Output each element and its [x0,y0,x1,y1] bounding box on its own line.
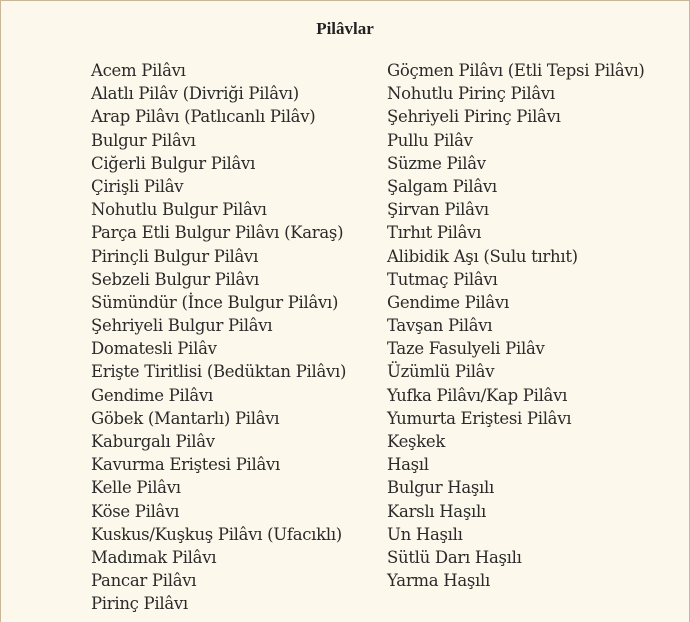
pilav-list-item: Şalgam Pilâvı [387,176,497,196]
pilav-list-item: Acem Pilâvı [91,61,186,80]
pilav-list-item: Pirinç Pilâvı [91,594,188,614]
pilav-list-item: Pullu Pilâv [387,130,473,150]
pilav-list-item: Pancar Pilâvı [91,571,197,591]
pilav-list-item: Erişte Tiritlisi (Bedüktan Pilâvı) [91,362,347,382]
pilav-list-item: Şehriyeli Pirinç Pilâvı [387,107,561,127]
pilav-list-item: Kelle Pilâvı [91,478,181,498]
pilav-list-item: Tırhıt Pilâvı [387,223,482,243]
pilav-list-item: Kavurma Eriştesi Pilâvı [91,455,280,475]
pilav-list-item: Alibidik Aşı (Sulu tırhıt) [387,246,578,266]
pilav-list-item: Gendime Pilâvı [387,292,509,312]
pilav-list-item: Şirvan Pilâvı [387,200,489,220]
pilav-list-item: Gendime Pilâvı [91,385,213,405]
pilav-list-item: Şehriyeli Bulgur Pilâvı [91,316,273,336]
page-title: Pilâvlar [316,19,374,38]
pilav-list-item: Sümündür (İnce Bulgur Pilâvı) [91,292,339,312]
pilav-list-item: Sebzeli Bulgur Pilâvı [91,269,260,289]
pilav-list-item: Alatlı Pilâv (Divriği Pilâvı) [91,84,299,104]
pilav-list-item: Un Haşılı [387,524,463,544]
pilav-list-item: Taze Fasulyeli Pilâv [387,339,545,359]
pilav-list-item: Keşkek [387,432,446,451]
pilav-list-item: Göçmen Pilâvı (Etli Tepsi Pilâvı) [387,61,645,80]
pilav-list-item: Yumurta Eriştesi Pilâvı [387,408,572,428]
pilav-list-item: Yufka Pilâvı/Kap Pilâvı [387,385,568,405]
pilav-list-item: Kuskus/Kuşkuş Pilâvı (Ufacıklı) [91,524,342,544]
pilav-list-item: Çirişli Pilâv [91,176,184,196]
pilav-list-item: Köse Pilâvı [91,501,180,521]
pilav-list-item: Üzümlü Pilâv [387,362,495,382]
pilav-list-item: Karslı Haşılı [387,501,486,521]
right-column-list [387,59,645,592]
pilav-list-item: Bulgur Haşılı [387,478,494,498]
pilav-list-item: Pirinçli Bulgur Pilâvı [91,246,259,266]
pilav-list-item: Tavşan Pilâvı [387,316,493,336]
pilav-list-item: Yarma Haşılı [387,571,490,591]
pilav-list-item: Haşıl [387,455,429,475]
pilav-list-item: Göbek (Mantarlı) Pilâvı [91,408,280,428]
pilav-list-item: Sütlü Darı Haşılı [387,547,522,567]
pilav-list-item: Domatesli Pilâv [91,339,217,359]
pilav-list-item: Ciğerli Bulgur Pilâvı [91,153,256,173]
pilav-list-item: Kaburgalı Pilâv [91,432,215,451]
left-column-list [91,59,346,616]
pilav-list-item: Parça Etli Bulgur Pilâvı (Karaş) [91,223,344,243]
pilav-list-item: Arap Pilâvı (Patlıcanlı Pilâv) [91,107,316,127]
pilav-list-item: Süzme Pilâv [387,153,486,173]
pilav-list-item: Madımak Pilâvı [91,547,217,567]
pilav-list-item: Bulgur Pilâvı [91,130,196,150]
pilav-list-item: Tutmaç Pilâvı [387,269,498,289]
pilav-list-item: Nohutlu Pirinç Pilâvı [387,84,555,104]
pilav-list-item: Nohutlu Bulgur Pilâvı [91,200,267,220]
